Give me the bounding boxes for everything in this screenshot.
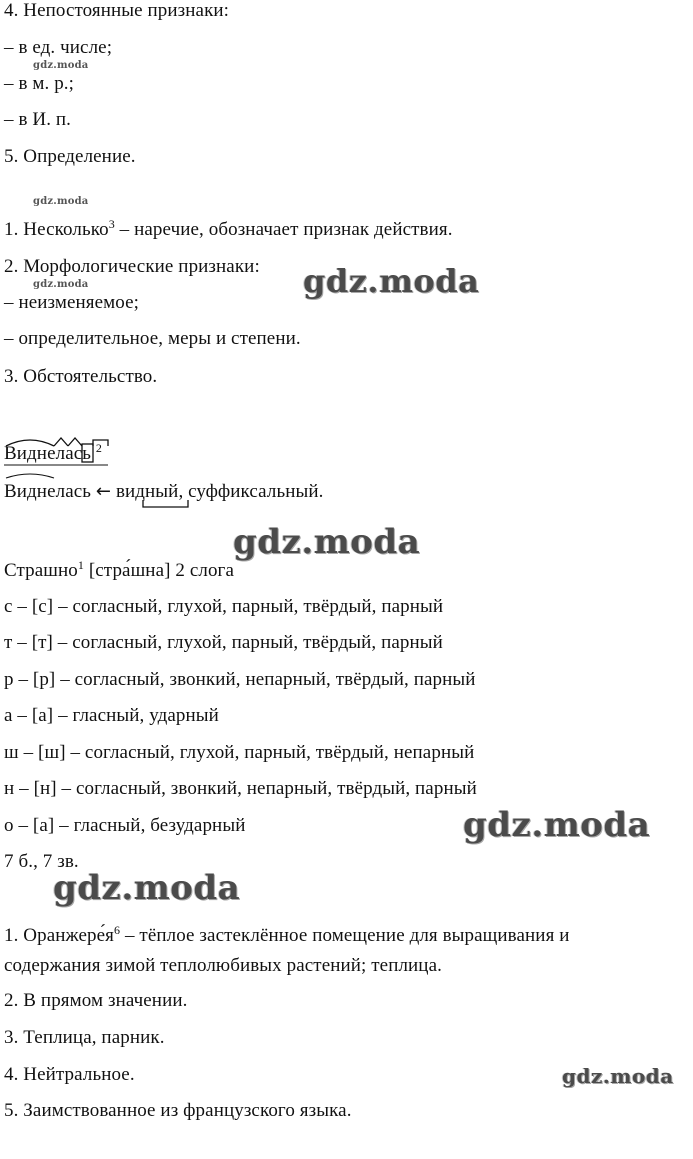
morpheme-marks	[0, 0, 693, 520]
parsed-word-line	[4, 443, 102, 465]
source-word: видный	[115, 481, 179, 502]
sound-line: с – [с] – согласный, глухой, парный, твёрдый, парный	[4, 596, 444, 617]
derivation-line	[4, 481, 323, 503]
phonetic-word: Страшно	[4, 560, 78, 581]
stylistic-coloring: 4. Нейтральное.	[4, 1064, 135, 1085]
sound-line: о – [а] – гласный, безударный	[4, 815, 246, 836]
sound-line: ш – [ш] – согласный, глухой, парный, твёрдый, непарный	[4, 742, 475, 763]
sound-line: а – [а] – гласный, ударный	[4, 705, 219, 726]
sound-line: н – [н] – согласный, звонкий, непарный, твёрдый, парный	[4, 778, 477, 799]
syntactic-role: 5. Определение.	[4, 146, 136, 167]
lexical-meaning-continued: содержания зимой теплолюбивых растений; теплица.	[4, 955, 442, 976]
task-superscript: 2	[95, 441, 102, 455]
watermark-small: gdz.moda	[33, 279, 89, 290]
watermark-small: gdz.moda	[33, 60, 89, 71]
task-superscript: 6	[114, 923, 121, 937]
task-superscript: 3	[108, 217, 115, 231]
feature-invariable: – неизменяемое;	[4, 292, 140, 313]
syntactic-role: 3. Обстоятельство.	[4, 366, 158, 387]
adverb-word: 1. Несколько	[4, 219, 109, 240]
word-origin: 5. Заимствованное из французского языка.	[4, 1100, 352, 1121]
watermark-large: gdz.moda	[303, 262, 480, 300]
watermark-large: gdz.moda	[233, 522, 421, 562]
adverb-description: – наречие, обозначает признак действия.	[114, 219, 453, 240]
derived-word: Виднелась	[4, 481, 92, 502]
feature-case: – в И. п.	[4, 109, 72, 130]
meaning-type: 2. В прямом значении.	[4, 990, 188, 1011]
morphological-features-heading: 2. Морфологические признаки:	[4, 256, 260, 277]
watermark-large: gdz.moda	[463, 805, 651, 845]
lexical-definition-line	[4, 925, 570, 947]
transcription: [стра́шна] 2 слога	[84, 560, 234, 581]
derivation-type: , суффиксальный.	[178, 481, 324, 502]
feature-category: – определительное, меры и степени.	[4, 328, 301, 349]
lexical-meaning: – тёплое застеклённое помещение для выращивания и	[120, 925, 570, 946]
watermark-small: gdz.moda	[33, 196, 89, 207]
letter-sound-count: 7 б., 7 зв.	[4, 851, 79, 872]
parsed-word: Виднелась	[4, 443, 92, 464]
synonyms: 3. Теплица, парник.	[4, 1027, 165, 1048]
sound-line: р – [р] – согласный, звонкий, непарный, твёрдый, парный	[4, 669, 476, 690]
watermark-large: gdz.moda	[53, 868, 241, 908]
phonetic-heading	[4, 560, 234, 582]
feature-gender: – в м. р.;	[4, 73, 75, 94]
sound-line: т – [т] – согласный, глухой, парный, твёрдый, парный	[4, 632, 443, 653]
task-superscript: 1	[77, 558, 84, 572]
noun-nonconstant-features-heading: 4. Непостоянные признаки:	[4, 0, 230, 21]
watermark-large: gdz.moda	[562, 1064, 674, 1088]
derivation-arrow-icon: ←	[95, 481, 112, 502]
feature-number: – в ед. числе;	[4, 37, 113, 58]
lexical-word: 1. Оранжере́я	[4, 925, 115, 946]
